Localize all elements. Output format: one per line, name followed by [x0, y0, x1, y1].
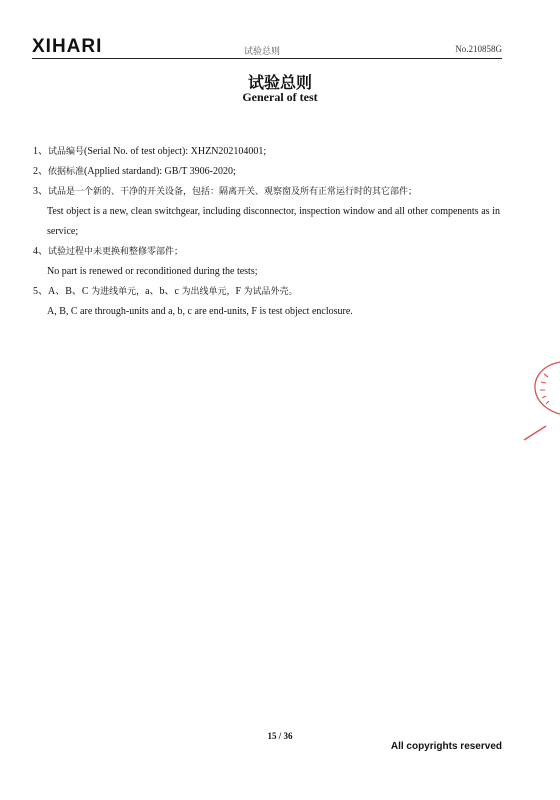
item-text-cn: 试验过程中未更换和整修零部件； — [48, 247, 184, 257]
item-text-cn: 试品是一个新的、干净的开关设备，包括：隔离开关、观察窗及所有正常运行时的其它部件； — [48, 187, 418, 197]
company-logo: XIHARI — [32, 36, 103, 57]
header-divider — [32, 58, 502, 59]
list-item — [33, 142, 500, 162]
item-text-segment: A、B、C — [48, 286, 92, 297]
item-text-en: No part is renewed or reconditioned during the tests; — [47, 266, 258, 277]
item-text-cn: 试品编号 — [48, 147, 85, 157]
item-text-segment: F — [235, 286, 244, 297]
report-number: No.210858G — [455, 44, 502, 54]
test-general-content — [33, 142, 500, 322]
item-number: 5、 — [33, 286, 48, 297]
list-item — [33, 162, 500, 182]
page-title-cn: 试验总则 — [247, 73, 312, 92]
item-text-cn: 为进线单元， — [91, 287, 146, 297]
list-item — [33, 242, 500, 262]
list-item — [33, 182, 500, 202]
item-text-en: (Applied stardand): GB/T 3906-2020; — [84, 166, 236, 177]
item-number: 4、 — [33, 246, 48, 257]
header-section-title: 试验总则 — [244, 46, 281, 56]
list-item-translation — [33, 202, 500, 242]
item-text-cn: 为出线单元， — [181, 287, 236, 297]
list-item-translation — [33, 302, 500, 322]
list-item — [33, 282, 500, 302]
item-text-en: (Serial No. of test object): XHZN202104001; — [84, 146, 267, 157]
item-number: 1、 — [33, 146, 48, 157]
item-text-cn: 依据标准 — [48, 167, 85, 177]
page-title-en: General of test — [242, 90, 318, 104]
item-text-segment: a、b、c — [145, 286, 182, 297]
item-number: 2、 — [33, 166, 48, 177]
item-text-en: A, B, C are through-units and a, b, c are end-units, F is test object enclosure. — [47, 306, 353, 317]
list-item-translation — [33, 262, 500, 282]
item-text-en: Test object is a new, clean switchgear, including disconnector, inspection window and all other compenents as in service; — [47, 206, 500, 237]
page-header — [32, 36, 502, 58]
item-text-cn: 为试品外壳。 — [243, 287, 298, 297]
item-number: 3、 — [33, 186, 48, 197]
copyright-notice: All copyrights reserved — [390, 741, 502, 752]
red-seal-stamp — [510, 352, 560, 442]
page-number: 15 / 36 — [267, 731, 293, 741]
